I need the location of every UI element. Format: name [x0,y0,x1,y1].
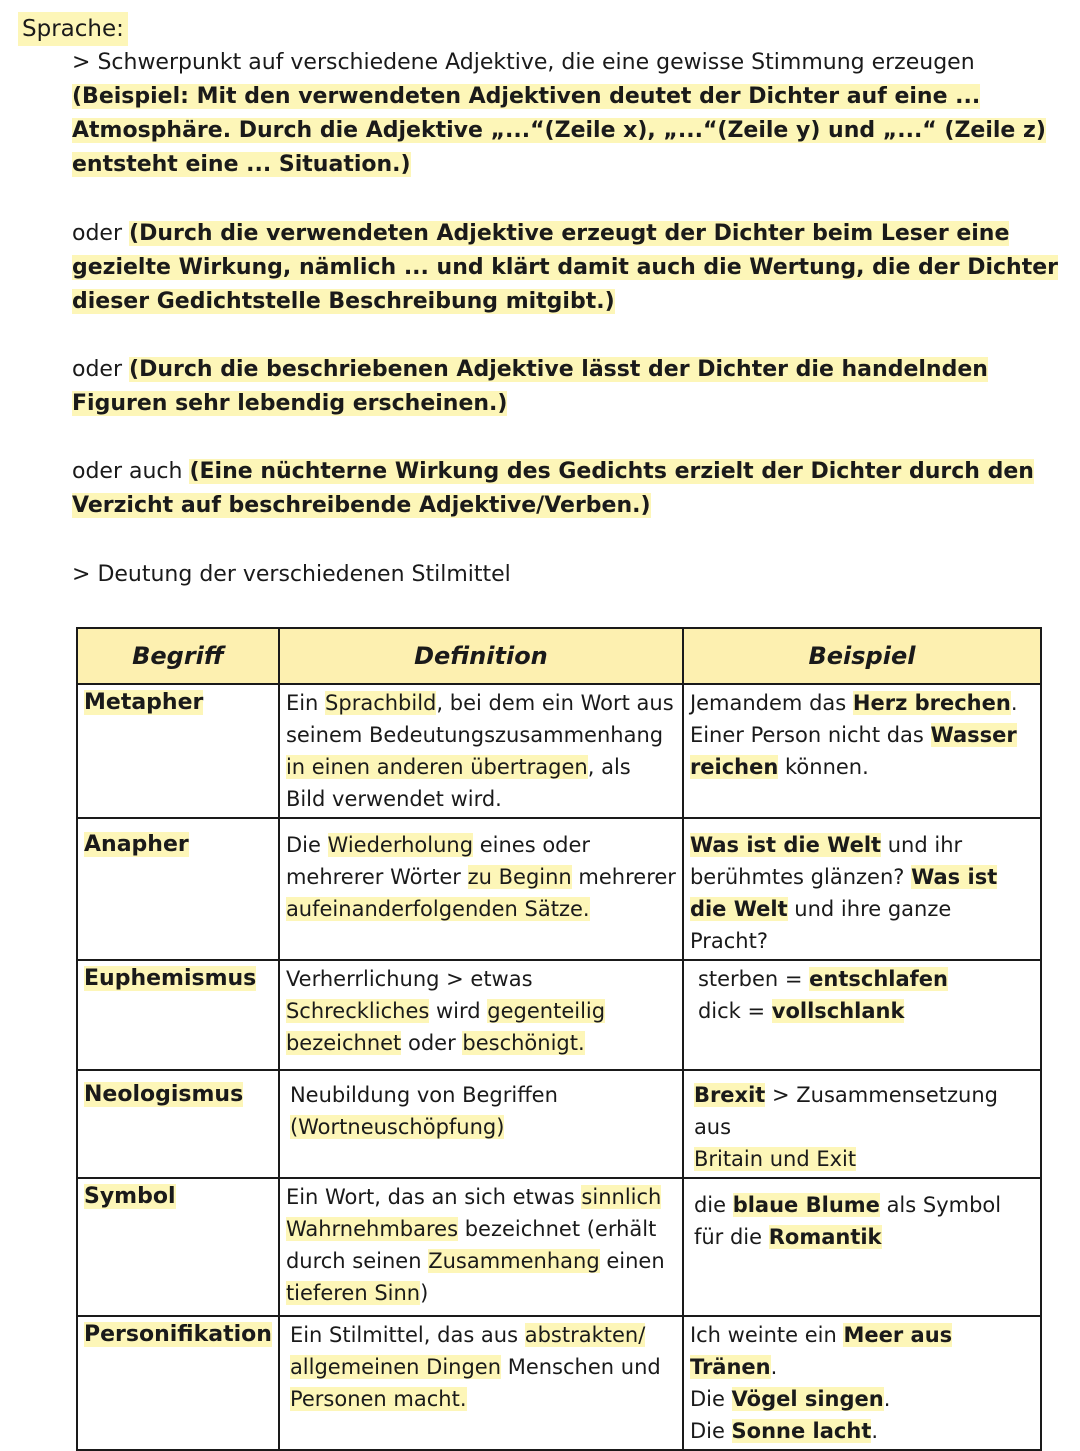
highlight-run: Was ist die Welt [689,865,998,921]
term-metapher: Metapher [84,690,204,715]
arrow-marker: > [72,50,91,75]
text-run: bezeichnet (erhält durch seinen [285,1217,657,1273]
highlight-run: gegenteilig bezeichnet [285,999,606,1055]
text-run: Jemandem das [689,691,853,715]
text-run: wird [429,999,488,1023]
definition-cell [279,960,683,1070]
point-adjectives-intro: Schwerpunkt auf verschiedene Adjektive, die eine gewisse Stimmung erzeugen [97,50,975,75]
point-stylistic-devices [72,558,1062,592]
text-run: und ihre ganze Pracht? [689,897,952,953]
table-row [77,1178,1041,1316]
table-row [77,1070,1041,1178]
term-cell [77,684,279,818]
highlight-run: tieferen Sinn [285,1281,421,1305]
highlight-run: Wasser reichen [689,723,1017,779]
text-run: Ein Wort, das an sich etwas [285,1185,582,1209]
highlight-run: Wiederholung [327,833,474,857]
highlight-run: abstrakten/ allgemeinen Dingen [289,1323,646,1379]
example-cell [683,1178,1041,1316]
table-row [77,818,1041,960]
highlight-run: (Wortneuschöpfung) [289,1115,505,1139]
term-neologismus: Neologismus [84,1082,244,1107]
term-symbol: Symbol [84,1184,176,1209]
text-run: Ein [285,691,326,715]
text-run: . [871,1419,879,1443]
header-begriff: Begriff [77,628,279,684]
alternative-3-lead: oder auch [72,459,183,484]
text-run: . [770,1355,778,1379]
term-cell [77,1178,279,1316]
text-run: einen [599,1249,665,1273]
example-cell [683,818,1041,960]
text-run: können. [778,755,869,779]
text-run: mehrerer [571,865,676,889]
highlight-run: Sprachbild [325,691,437,715]
text-run: . [883,1387,891,1411]
example-cell [683,684,1041,818]
example-cell [683,1316,1041,1450]
highlight-run: sinnlich Wahrnehmbares [285,1185,662,1241]
term-euphemismus: Euphemismus [84,966,257,991]
table-row [77,960,1041,1070]
term-personifikation: Personifikation [84,1322,272,1347]
text-run: Die [689,1419,732,1443]
text-run: Die [285,833,328,857]
text-run: als Symbol für die [693,1193,1002,1249]
point-adjectives [72,46,1062,182]
table-header-row [77,628,1041,684]
highlight-run: Sonne lacht [731,1419,872,1443]
arrow-marker: > [72,562,91,587]
example-cell [683,1070,1041,1178]
highlight-run: Zusammenhang [428,1249,600,1273]
highlight-run: aufeinanderfolgenden Sätze. [285,897,590,921]
text-run: Ein Stilmittel, das aus [289,1323,525,1347]
highlight-run: Vögel singen [731,1387,884,1411]
text-run: Neubildung von Begriffen [289,1083,558,1107]
alternative-2 [72,353,1062,421]
text-run: oder [401,1031,463,1055]
definition-cell [279,1070,683,1178]
point-stylistic-devices-text: Deutung der verschiedenen Stilmittel [97,562,511,587]
highlight-run: beschönigt. [462,1031,585,1055]
highlight-run: Personen macht. [289,1387,467,1411]
highlight-run: Romantik [768,1225,882,1249]
header-beispiel: Beispiel [683,628,1041,684]
example-cell [683,960,1041,1070]
text-run: dick = [697,999,772,1023]
text-run: , bei dem ein Wort aus seinem Bedeutungszusammenhang [285,691,674,747]
highlight-run: vollschlank [771,999,905,1023]
highlight-run: Meer aus Tränen [689,1323,953,1379]
definition-cell [279,1178,683,1316]
table-row [77,1316,1041,1450]
highlight-run: Britain und Exit [693,1147,857,1171]
alternative-1 [72,217,1062,319]
text-run: > Zusammensetzung aus [693,1083,998,1139]
alternative-1-text: (Durch die verwendeten Adjektive erzeugt der Dichter beim Leser eine gezielte Wirkung, nämlich ... und klärt damit auch die Wertung, die der Dichter dieser Gedichtstelle Beschreibung mitgibt.) [72,221,1059,314]
highlight-run: zu Beginn [467,865,572,889]
alternative-2-text: (Durch die beschriebenen Adjektive lässt der Dichter die handelnden Figuren sehr lebendig erscheinen.) [72,357,988,416]
highlight-run: Schreckliches [285,999,430,1023]
term-cell [77,818,279,960]
highlight-run: Was ist die Welt [689,833,882,857]
text-run: Menschen und [501,1355,661,1379]
alternative-2-lead: oder [72,357,123,382]
term-cell [77,1070,279,1178]
term-cell [77,960,279,1070]
text-run: die [693,1193,733,1217]
text-run: Die [689,1387,732,1411]
alternative-3-text: (Eine nüchterne Wirkung des Gedichts erzielt der Dichter durch den Verzicht auf beschreibende Adjektive/Verben.) [72,459,1034,518]
term-anapher: Anapher [84,832,189,857]
definition-cell [279,818,683,960]
text-run: ) [420,1281,429,1305]
highlight-run: in einen anderen übertragen [285,755,588,779]
text-run: Ich weinte ein [689,1323,844,1347]
text-run: eines oder mehrerer Wörter [285,833,591,889]
term-cell [77,1316,279,1450]
text-run: , als Bild verwendet wird. [285,755,631,811]
text-run: und ihr berühmtes glänzen? [689,833,963,889]
highlight-run: Herz brechen [852,691,1011,715]
highlight-run: Brexit [693,1083,766,1107]
point-adjectives-example: (Beispiel: Mit den verwendeten Adjektiven deutet der Dichter auf eine ... Atmosphäre. Durch die Adjektive „...“(Zeile x), „...“(Zeile y) und „...“ (Zeile z) entsteht eine ... Situation.) [72,84,1046,177]
stilmittel-table [76,627,1042,1451]
alternative-1-lead: oder [72,221,123,246]
highlight-run: entschlafen [809,967,948,991]
definition-cell [279,1316,683,1450]
table-row [77,684,1041,818]
header-definition: Definition [279,628,683,684]
definition-cell [279,684,683,818]
text-run: . Einer Person nicht das [689,691,1018,747]
text-run: sterben = [697,967,810,991]
highlight-run: blaue Blume [732,1193,880,1217]
section-heading: Sprache: [18,12,128,46]
text-run: Verherrlichung > etwas [285,967,533,991]
alternative-3 [72,455,1062,523]
